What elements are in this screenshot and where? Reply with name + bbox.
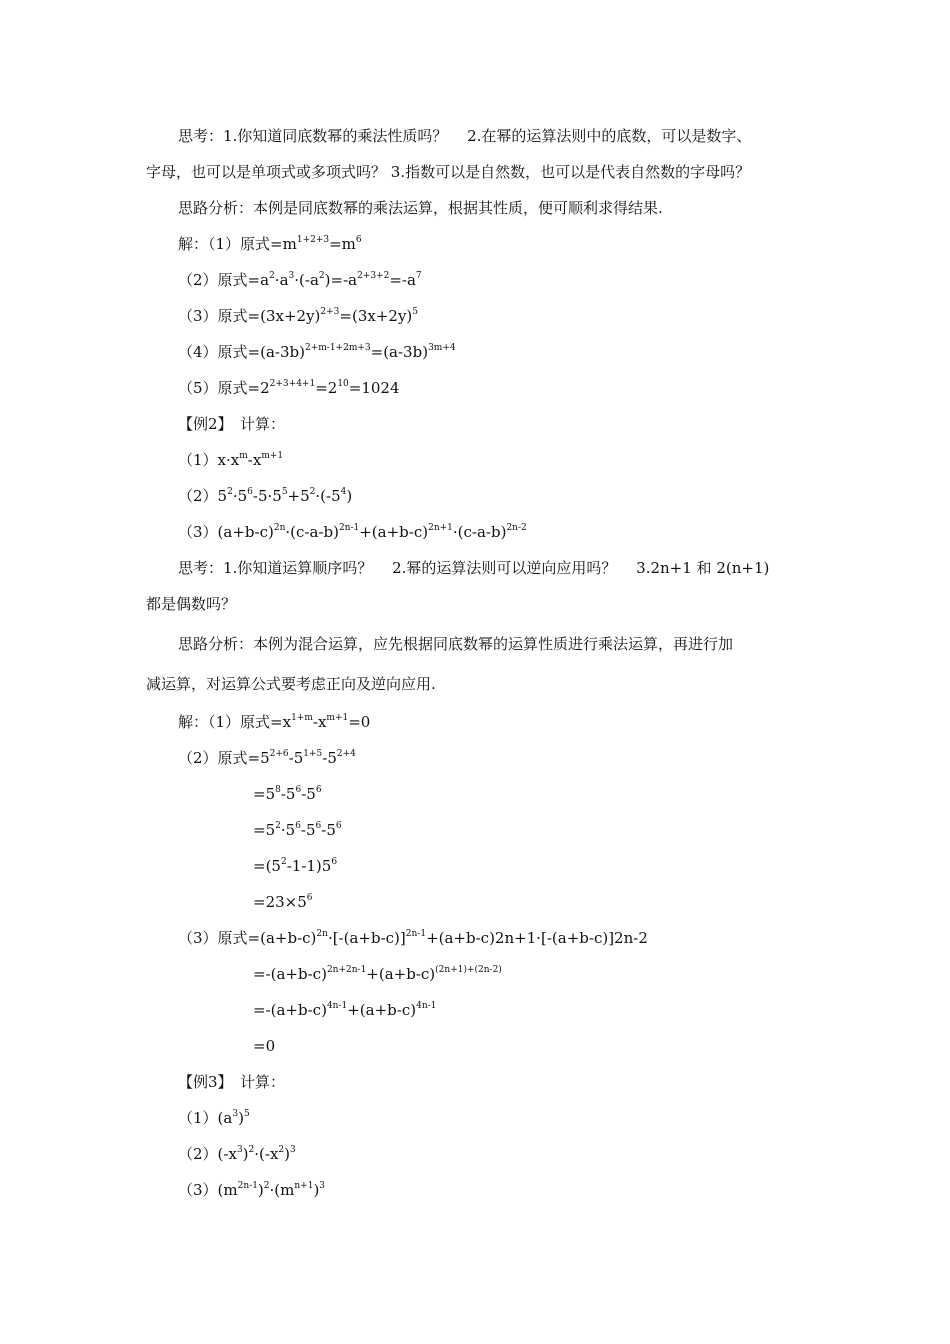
text-line (253, 892, 313, 912)
text-segment: -1-1)5 (286, 857, 332, 875)
text-segment: （3）(a+b-c) (178, 523, 274, 541)
superscript: 2n-1 (237, 1181, 258, 1191)
text-segment: -x (312, 713, 327, 731)
superscript: 3 (236, 1145, 243, 1155)
superscript: 2 (318, 271, 325, 281)
superscript: 10 (337, 379, 349, 389)
text-segment: ·a (274, 271, 289, 289)
superscript: 6 (295, 785, 302, 795)
text-line (178, 234, 362, 254)
text-segment: 思考：1.你知道运算顺序吗？ 2.幂的运算法则可以逆向应用吗？ 3.2n+1 和 2(n+1) (178, 559, 770, 577)
text-segment: +(a+b-c) (347, 1001, 417, 1019)
superscript: 6 (331, 857, 338, 867)
text-segment: 思考：1.你知道同底数幂的乘法性质吗？ 2.在幂的运算法则中的底数，可以是数字、 (178, 127, 752, 145)
text-segment: 字母，也可以是单项式或多项式吗？ 3.指数可以是自然数，也可以是代表自然数的字母吗？ (146, 163, 751, 181)
text-segment: （4）原式=(a-3b) (178, 343, 305, 361)
text-segment: （1）x·x (178, 451, 240, 469)
superscript: 6 (295, 821, 301, 831)
text-segment: =23×5 (253, 893, 307, 911)
text-line (253, 1036, 275, 1056)
text-segment: =1024 (348, 379, 400, 397)
superscript: 6 (335, 821, 342, 831)
text-segment: （2）(-x (178, 1145, 237, 1163)
text-segment: ·5 (232, 487, 248, 505)
superscript: 2 (275, 821, 281, 831)
superscript: 1+5 (303, 749, 323, 759)
superscript: 2+3+4+1 (269, 379, 316, 389)
text-segment: =0 (253, 1037, 276, 1055)
text-line (146, 594, 236, 614)
text-line (178, 928, 648, 948)
text-segment: -5 (321, 821, 336, 839)
text-line (178, 270, 422, 290)
superscript: 2 (269, 271, 275, 281)
superscript: 3 (290, 1145, 296, 1155)
text-segment: ·(m (269, 1181, 295, 1199)
superscript: 2n+1 (428, 523, 453, 533)
text-line (253, 964, 502, 984)
text-line (178, 126, 751, 146)
text-segment: ) (313, 1181, 320, 1199)
superscript: 5 (412, 307, 419, 317)
text-line (178, 1072, 285, 1092)
superscript: 3m+4 (428, 343, 456, 353)
superscript: 2+4 (336, 749, 356, 759)
text-segment: （2）5 (178, 487, 228, 505)
superscript: 3 (232, 1109, 239, 1119)
text-line (253, 1000, 436, 1020)
text-segment: =(5 (253, 857, 281, 875)
superscript: 2n-1 (338, 523, 360, 533)
text-line (146, 674, 436, 694)
superscript: 3 (288, 271, 295, 281)
text-line (178, 198, 663, 218)
text-line (146, 162, 750, 182)
superscript: 4n-1 (326, 1001, 348, 1011)
text-line (178, 748, 356, 768)
superscript: 6 (306, 893, 313, 903)
text-segment: -x (247, 451, 262, 469)
superscript: 2 (263, 1181, 270, 1191)
superscript: 2+3 (320, 307, 340, 317)
superscript: (2n+1)+(2n-2) (435, 965, 502, 975)
text-segment: 解：（1）原式=x (178, 713, 292, 731)
text-segment: （3）原式=(a+b-c) (178, 929, 317, 947)
superscript: 4 (340, 487, 347, 497)
superscript: 2n-2 (506, 523, 527, 533)
text-segment: （5）原式=2 (178, 379, 270, 397)
text-segment: )=-a (324, 271, 358, 289)
text-segment: 都是偶数吗？ (146, 595, 237, 613)
text-line (253, 784, 322, 804)
text-segment: =(3x+2y) (339, 307, 413, 325)
superscript: 2n (316, 929, 328, 939)
text-segment: 思路分析：本例是同底数幂的乘法运算，根据其性质，便可顺利求得结果. (178, 199, 663, 217)
superscript: 6 (355, 235, 362, 245)
superscript: 2 (278, 1145, 285, 1155)
text-segment: ·[-(a+b-c)] (327, 929, 406, 947)
text-line (178, 558, 769, 578)
text-line (178, 486, 352, 506)
superscript: m (239, 451, 248, 461)
text-line (178, 378, 400, 398)
superscript: 6 (247, 487, 253, 497)
text-segment: =m (329, 235, 356, 253)
superscript: 2n-1 (405, 929, 427, 939)
text-segment: =5 (253, 821, 276, 839)
superscript: 2+m-1+2m+3 (304, 343, 371, 353)
text-line (178, 450, 283, 470)
text-segment: =0 (348, 713, 371, 731)
superscript: 2 (309, 487, 316, 497)
text-line (178, 712, 370, 732)
text-line (178, 1108, 250, 1128)
superscript: 6 (315, 785, 322, 795)
text-segment: ·(c-a-b) (285, 523, 339, 541)
superscript: 2 (248, 1145, 255, 1155)
text-segment: ·(-5 (315, 487, 341, 505)
text-segment: -5·5 (252, 487, 282, 505)
superscript: 1+m (291, 713, 313, 723)
text-segment: +(a+b-c) (366, 965, 436, 983)
text-segment: +(a+b-c)2n+1·[-(a+b-c)]2n-2 (426, 929, 648, 947)
text-segment: ) (242, 1145, 249, 1163)
text-segment: ) (346, 487, 353, 505)
text-line (178, 1180, 325, 1200)
superscript: 7 (415, 271, 422, 281)
text-segment: =-a (389, 271, 416, 289)
superscript: 4n-1 (416, 1001, 437, 1011)
superscript: 5 (281, 487, 288, 497)
superscript: 5 (243, 1109, 250, 1119)
superscript: m+1 (326, 713, 349, 723)
superscript: 1+2+3 (296, 235, 330, 245)
text-segment: （3）原式=(3x+2y) (178, 307, 321, 325)
text-segment: （1）(a (178, 1109, 233, 1127)
text-segment: +5 (287, 487, 310, 505)
text-segment: （2）原式=a (178, 271, 270, 289)
superscript: n+1 (294, 1181, 314, 1191)
text-line (178, 306, 418, 326)
text-segment: =5 (253, 785, 276, 803)
text-line (253, 856, 337, 876)
text-segment: 解：（1）原式=m (178, 235, 297, 253)
text-segment: -5 (288, 749, 304, 767)
text-segment: =(a-3b) (370, 343, 429, 361)
text-segment: =-(a+b-c) (253, 965, 327, 983)
text-segment: =2 (315, 379, 338, 397)
superscript: 2 (280, 857, 287, 867)
text-segment: ) (284, 1145, 291, 1163)
text-segment: -5 (280, 785, 296, 803)
text-segment: -5 (301, 785, 316, 803)
text-segment: 【例2】 计算： (178, 415, 286, 433)
text-segment: ) (238, 1109, 244, 1127)
text-segment: +(a+b-c) (359, 523, 429, 541)
text-segment: （2）原式=5 (178, 749, 270, 767)
text-line (178, 522, 527, 542)
superscript: 6 (315, 821, 322, 831)
text-segment: 减运算，对运算公式要考虑正向及逆向应用. (146, 675, 436, 693)
text-segment: ) (257, 1181, 264, 1199)
text-segment: ·5 (280, 821, 296, 839)
text-line (178, 1144, 296, 1164)
text-segment: ·(-a (294, 271, 319, 289)
superscript: m+1 (261, 451, 284, 461)
superscript: 8 (275, 785, 281, 795)
superscript: 2+6 (269, 749, 289, 759)
text-segment: ·(c-a-b) (452, 523, 507, 541)
superscript: 2n+2n-1 (326, 965, 367, 975)
text-segment: -5 (300, 821, 316, 839)
superscript: 2 (227, 487, 233, 497)
text-line (253, 820, 342, 840)
text-segment: 【例3】 计算： (178, 1073, 286, 1091)
superscript: 3 (319, 1181, 326, 1191)
text-segment: -5 (322, 749, 337, 767)
text-segment: =-(a+b-c) (253, 1001, 327, 1019)
text-segment: 思路分析：本例为混合运算，应先根据同底数幂的运算性质进行乘法运算，再进行加 (178, 635, 734, 653)
text-segment: ·(-x (254, 1145, 279, 1163)
superscript: 2n (273, 523, 286, 533)
superscript: 2+3+2 (357, 271, 390, 281)
text-line (178, 414, 285, 434)
text-segment: （3）(m (178, 1181, 238, 1199)
text-line (178, 634, 733, 654)
text-line (178, 342, 456, 362)
